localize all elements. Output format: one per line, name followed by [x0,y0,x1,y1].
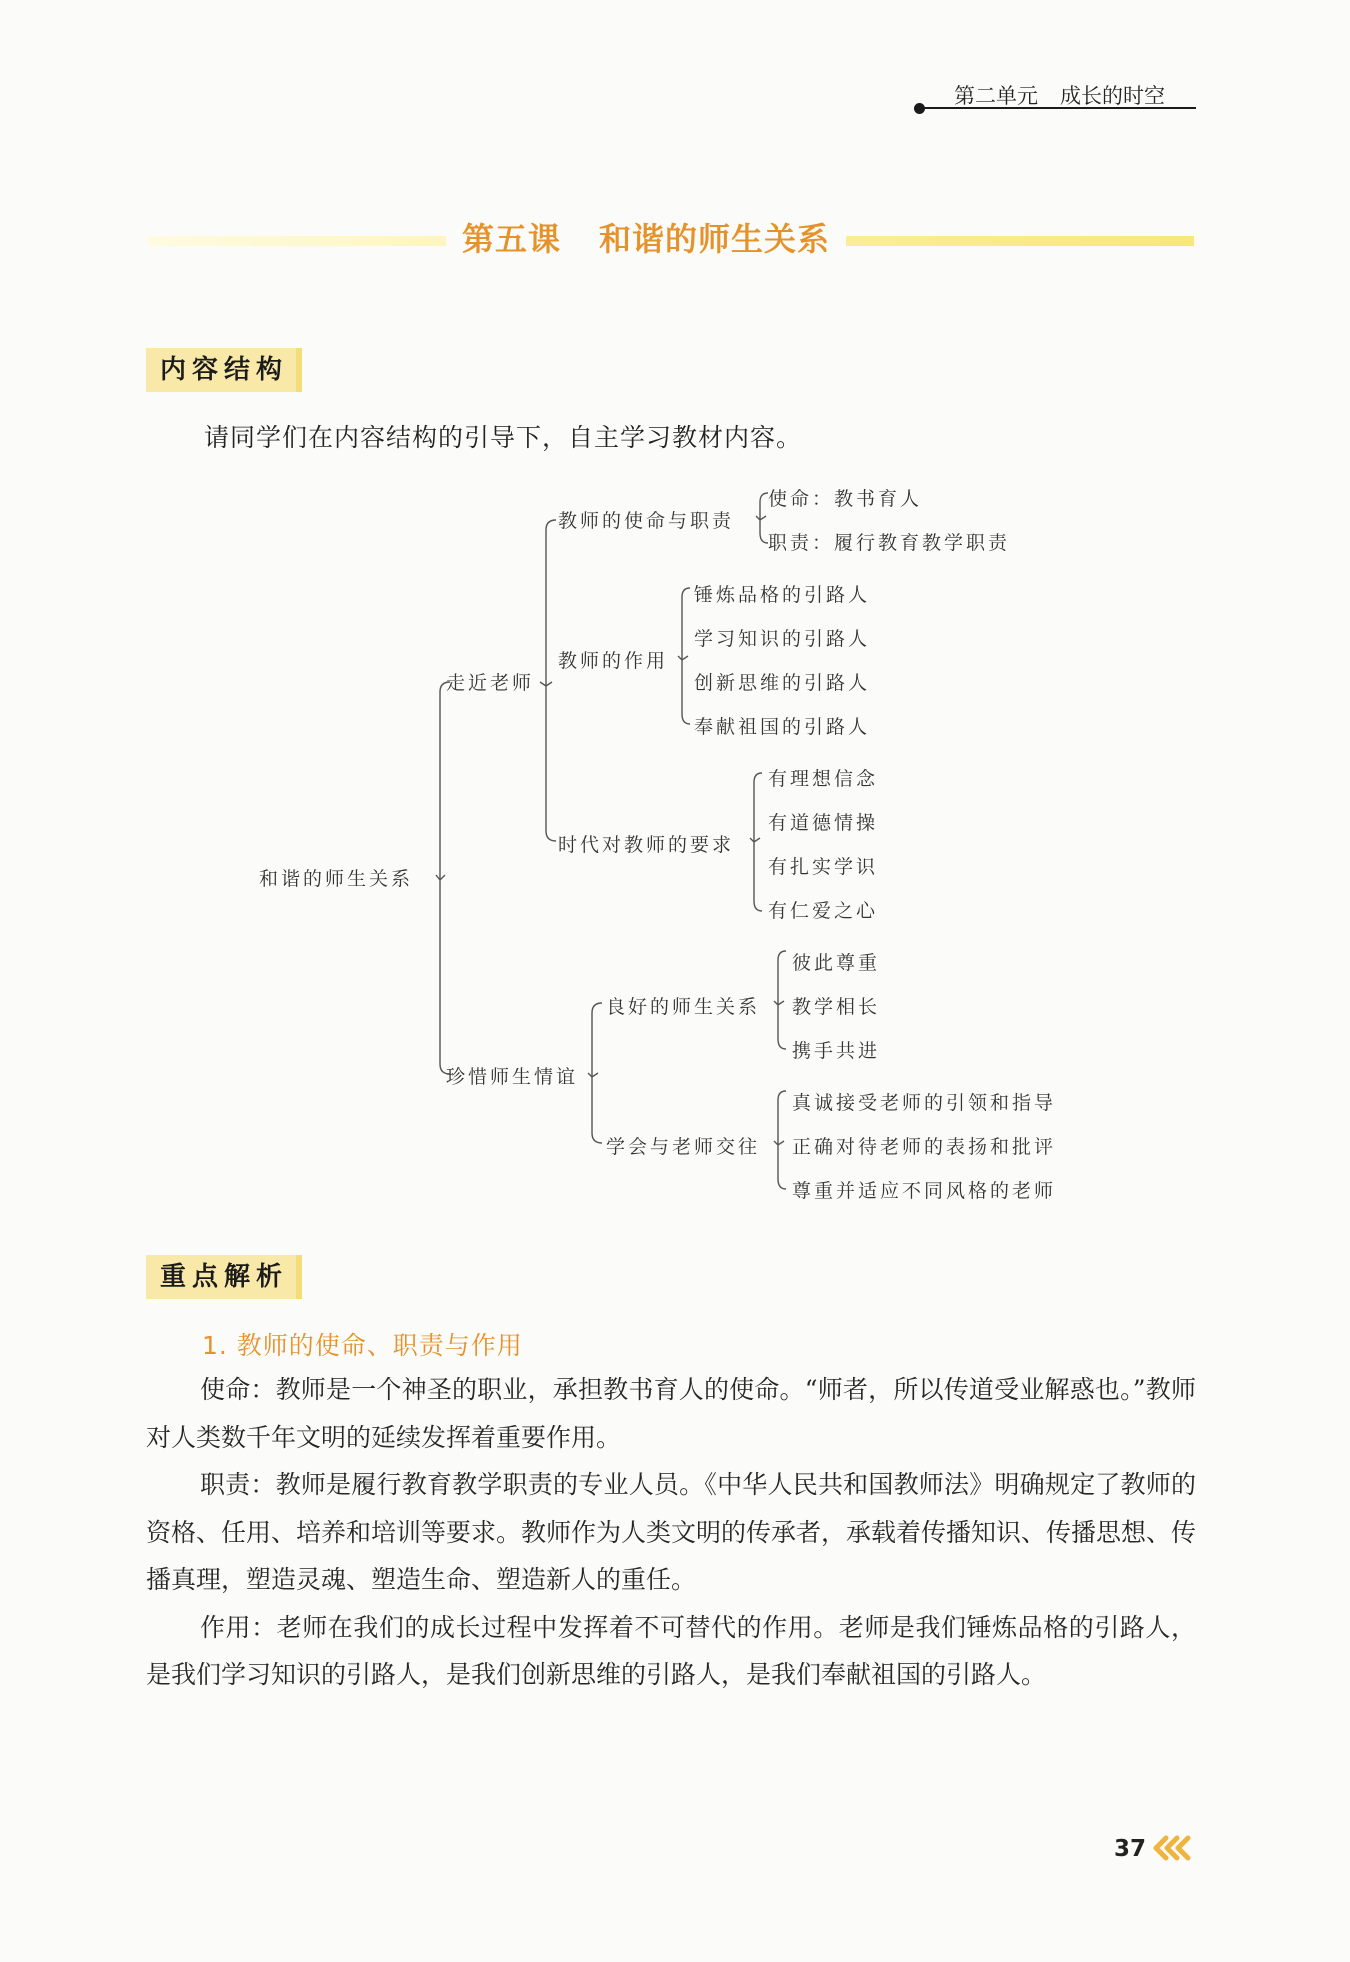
brace-mission [756,493,768,543]
tree-good-rel: 良好的师生关系 [606,996,761,1018]
tree-duty: 职责：履行教育教学职责 [768,532,1011,554]
unit-title: 成长的时空 [1060,84,1165,108]
brace-approach [540,520,556,841]
tree-era-item: 有道德情操 [768,812,879,834]
tree-branch-cherish: 珍惜师生情谊 [446,1066,579,1088]
page-number: 37 [1114,1836,1147,1862]
structure-intro: 请同学们在内容结构的引导下，自主学习教材内容。 [204,423,803,452]
tree-role-item: 学习知识的引路人 [694,628,871,650]
tree-branch-approach: 走近老师 [446,672,535,694]
tree-root: 和谐的师生关系 [259,868,414,890]
tree-era-item: 有仁爱之心 [768,900,879,922]
tree-role: 教师的作用 [558,650,669,672]
paragraph-role: 作用：老师在我们的成长过程中发挥着不可替代的作用。老师是我们锤炼品格的引路人，是我们学习知识的引路人，是我们创新思维的引路人，是我们奉献祖国的引路人。 [146,1612,1196,1689]
paragraph-duty: 职责：教师是履行教育教学职责的专业人员。《中华人民共和国教师法》明确规定了教师的资格、任用、培养和培训等要求。教师作为人类文明的传承者，承载着传播知识、传播思想、传播真理，塑造灵魂、塑造生命、塑造新人的重任。 [146,1470,1197,1594]
tree-role-item: 奉献祖国的引路人 [694,716,871,738]
tree-learn-interact: 学会与老师交往 [606,1136,761,1158]
lesson-number: 第五课 [462,220,562,258]
tree-role-item: 创新思维的引路人 [694,672,871,694]
tree-era-item: 有扎实学识 [768,856,879,878]
brace-role [678,588,690,724]
tree-era-item: 有理想信念 [768,768,879,790]
tree-learn-item: 尊重并适应不同风格的老师 [792,1180,1057,1202]
tree-mission: 使命：教书育人 [768,488,923,510]
tree-good-item: 彼此尊重 [792,952,881,974]
tree-era-req: 时代对教师的要求 [558,834,735,856]
tree-mission-duty: 教师的使命与职责 [558,510,735,532]
unit-label: 第二单元 [954,84,1038,108]
brace-learn [774,1091,786,1189]
tree-role-item: 锤炼品格的引路人 [694,584,871,606]
section-heading-key: 重点解析 [146,1255,302,1299]
lesson-name: 和谐的师生关系 [599,220,831,258]
point-heading: 1. 教师的使命、职责与作用 [202,1331,523,1360]
section-heading-structure: 内容结构 [146,348,302,392]
brace-good [774,951,786,1049]
page-arrows-icon [1152,1835,1194,1861]
brace-root [436,682,450,1074]
paragraph-mission: 使命：教师是一个神圣的职业，承担教书育人的使命。“师者，所以传道受业解惑也。”教师对人类数千年文明的延续发挥着重要作用。 [146,1375,1196,1452]
body-paragraphs [146,1366,1196,1699]
brace-era [750,773,762,911]
brace-cherish [588,1003,602,1143]
tree-learn-item: 正确对待老师的表扬和批评 [792,1136,1057,1158]
tree-good-item: 教学相长 [792,996,881,1018]
tree-learn-item: 真诚接受老师的引领和指导 [792,1092,1057,1114]
tree-good-item: 携手共进 [792,1040,881,1062]
